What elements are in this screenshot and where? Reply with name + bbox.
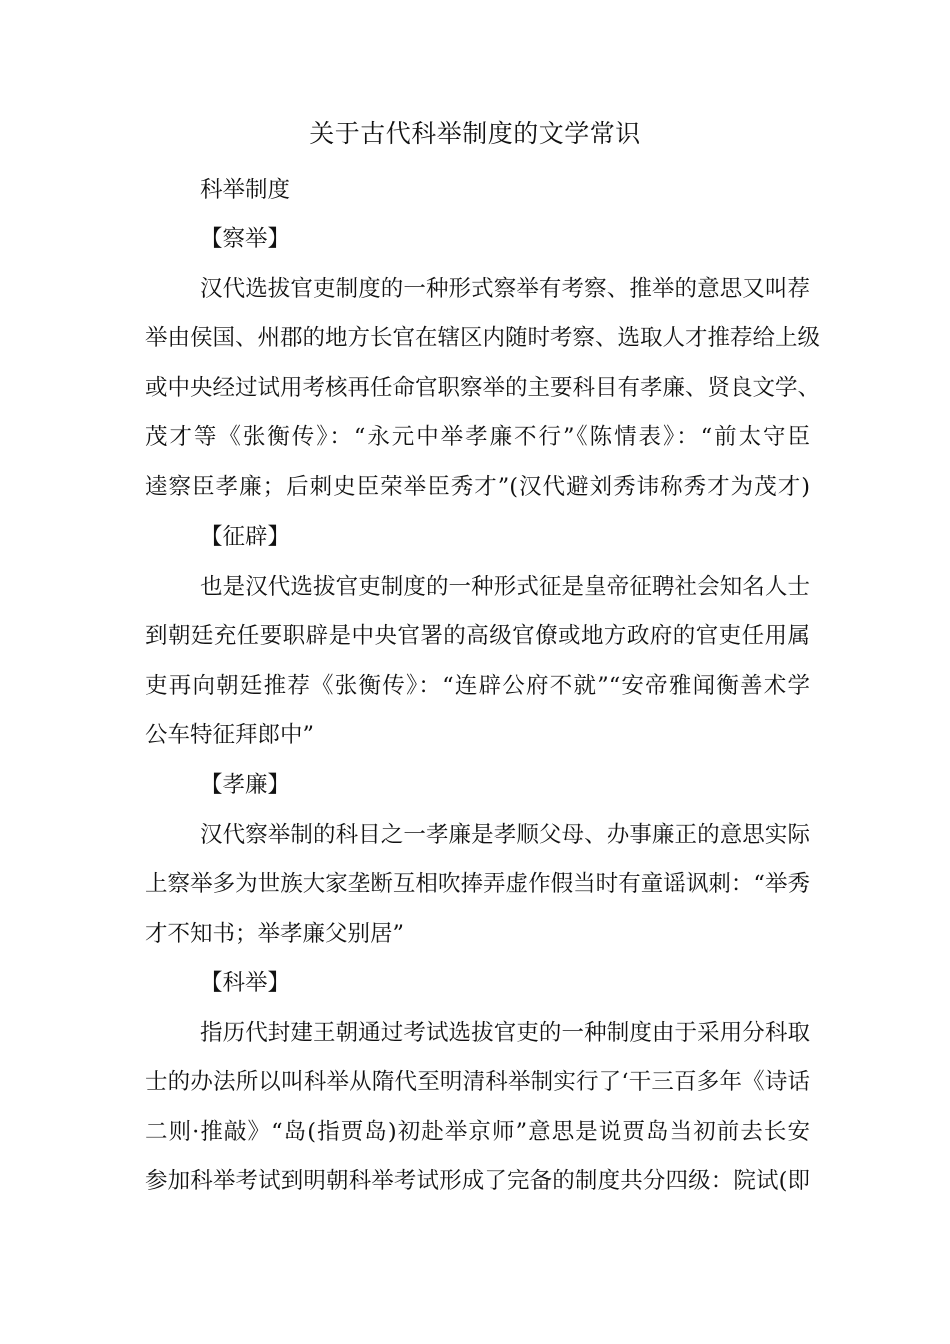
paragraph-line: 指历代封建王朝通过考试选拔官吏的一种制度由于采用分科取 xyxy=(200,1020,810,1046)
paragraph-line: 茂才等《张衡传》：“永元中举孝廉不行”《陈情表》：“前太守臣 xyxy=(145,424,810,450)
paragraph-line: 举由侯国、州郡的地方长官在辖区内随时考察、选取人才推荐给上级 xyxy=(145,325,821,351)
subsection-heading-chaju: 【察举】 xyxy=(200,226,291,252)
subsection-heading-zhengbi: 【征辟】 xyxy=(200,524,291,550)
paragraph-line: 才不知书；举孝廉父别居” xyxy=(145,921,405,947)
paragraph-line: 士的办法所以叫科举从隋代至明清科举制实行了‘干三百多年《诗话 xyxy=(145,1069,810,1095)
document-title: 关于古代科举制度的文学常识 xyxy=(309,119,641,148)
section-heading: 科举制度 xyxy=(200,177,291,203)
subsection-heading-keju: 【科举】 xyxy=(200,970,291,996)
paragraph-line: 汉代选拔官吏制度的一种形式察举有考察、推举的意思又叫荐 xyxy=(200,276,810,302)
paragraph-line: 二则·推敲》“岛(指贾岛)初赴举京师”意思是说贾岛当初前去长安 xyxy=(145,1119,810,1145)
paragraph-line: 参加科举考试到明朝科举考试形成了完备的制度共分四级：院试(即 xyxy=(145,1168,810,1194)
paragraph-line: 到朝廷充任要职辟是中央官署的高级官僚或地方政府的官吏任用属 xyxy=(145,623,810,649)
paragraph-line: 吏再向朝廷推荐《张衡传》：“连辟公府不就”“安帝雅闻衡善术学 xyxy=(145,673,810,699)
paragraph-line: 公车特征拜郎中” xyxy=(145,722,315,748)
paragraph-line: 或中央经过试用考核再任命官职察举的主要科目有孝廉、贤良文学、 xyxy=(145,375,821,401)
paragraph-line: 上察举多为世族大家垄断互相吹捧弄虚作假当时有童谣讽刺：“举秀 xyxy=(145,871,810,897)
subsection-heading-xiaolian: 【孝廉】 xyxy=(200,772,291,798)
paragraph-line: 也是汉代选拔官吏制度的一种形式征是皇帝征聘社会知名人士 xyxy=(200,574,810,600)
paragraph-line: 汉代察举制的科目之一孝廉是孝顺父母、办事廉正的意思实际 xyxy=(200,822,810,848)
paragraph-line: 逵察臣孝廉；后刺史臣荣举臣秀才”(汉代避刘秀讳称秀才为茂才) xyxy=(145,474,810,500)
